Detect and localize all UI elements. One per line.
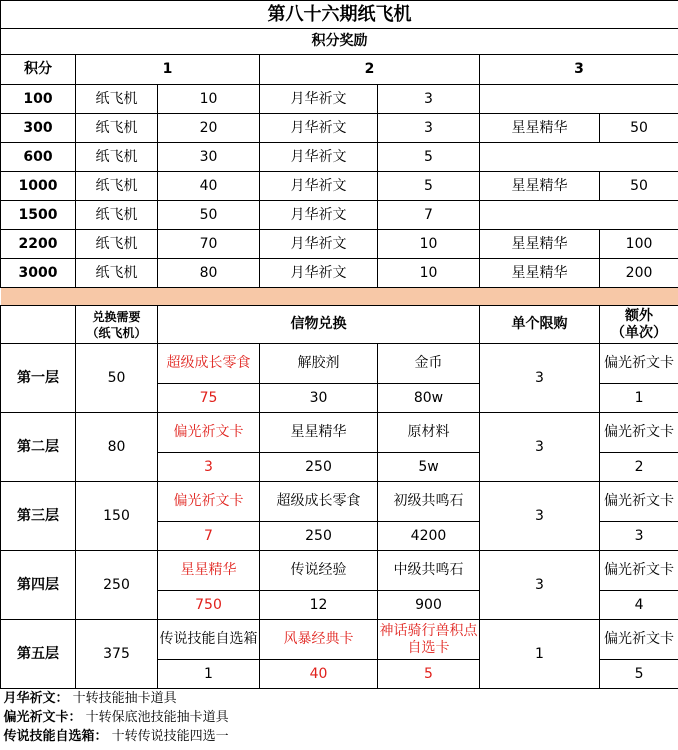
reward-qty-2: 3	[378, 114, 480, 143]
reward-section-header: 积分奖励	[1, 29, 678, 55]
reward-item-3: 星星精华	[480, 114, 600, 143]
reward-empty-3	[480, 85, 678, 114]
exchange-qty: 75	[158, 384, 260, 413]
extra-qty: 3	[600, 522, 678, 551]
col-extra-header: 额外 （单次）	[600, 306, 678, 344]
reward-qty-1: 50	[158, 201, 260, 230]
layer-need: 375	[76, 620, 158, 689]
layer-name: 第一层	[1, 344, 76, 413]
note-text	[1, 708, 678, 727]
exchange-item: 星星精华	[158, 551, 260, 591]
reward-points: 3000	[1, 259, 76, 288]
reward-qty-1: 20	[158, 114, 260, 143]
reward-qty-2: 5	[378, 172, 480, 201]
reward-item-1: 纸飞机	[76, 114, 158, 143]
exchange-qty: 5w	[378, 453, 480, 482]
exchange-qty: 40	[260, 660, 378, 689]
reward-empty-3	[480, 143, 678, 172]
reward-qty-3: 50	[600, 114, 678, 143]
note-desc: 十转技能抽卡道具	[68, 690, 177, 706]
page-title: 第八十六期纸飞机	[1, 1, 678, 29]
reward-item-2: 月华祈文	[260, 143, 378, 172]
section-divider	[1, 288, 678, 306]
layer-limit: 3	[480, 551, 600, 620]
layer-limit: 3	[480, 482, 600, 551]
exchange-qty: 7	[158, 522, 260, 551]
exchange-item: 风暴经典卡	[260, 620, 378, 660]
layer-name: 第五层	[1, 620, 76, 689]
note-term: 传说技能自选箱：	[3, 728, 108, 744]
reward-item-2: 月华祈文	[260, 114, 378, 143]
exchange-item: 偏光祈文卡	[158, 482, 260, 522]
reward-points: 100	[1, 85, 76, 114]
col-points-header: 积分	[1, 55, 76, 85]
reward-row	[1, 114, 678, 143]
extra-item: 偏光祈文卡	[600, 620, 678, 660]
reward-qty-2: 3	[378, 85, 480, 114]
reward-row	[1, 172, 678, 201]
reward-row	[1, 143, 678, 172]
layer-name: 第三层	[1, 482, 76, 551]
note-term: 月华祈文：	[3, 690, 69, 706]
reward-row	[1, 259, 678, 288]
reward-item-2: 月华祈文	[260, 259, 378, 288]
exchange-item: 初级共鸣石	[378, 482, 480, 522]
layer-need: 80	[76, 413, 158, 482]
extra-item: 偏光祈文卡	[600, 344, 678, 384]
extra-qty: 4	[600, 591, 678, 620]
reward-item-2: 月华祈文	[260, 172, 378, 201]
exchange-qty: 12	[260, 591, 378, 620]
reward-points: 600	[1, 143, 76, 172]
reward-item-1: 纸飞机	[76, 259, 158, 288]
layer-row	[1, 482, 678, 522]
reward-row	[1, 85, 678, 114]
reward-points: 1500	[1, 201, 76, 230]
layer-need: 50	[76, 344, 158, 413]
reward-points: 300	[1, 114, 76, 143]
exchange-item: 解胶剂	[260, 344, 378, 384]
layer-row	[1, 413, 678, 453]
layer-limit: 3	[480, 413, 600, 482]
exchange-qty: 250	[260, 453, 378, 482]
reward-row	[1, 201, 678, 230]
col-3-header: 3	[480, 55, 678, 85]
layer-header-empty	[1, 306, 76, 344]
note-desc: 十转保底池技能抽卡道具	[81, 709, 229, 725]
exchange-item: 神话骑行兽积点自选卡	[378, 620, 480, 660]
note-row	[1, 689, 678, 708]
extra-item: 偏光祈文卡	[600, 413, 678, 453]
reward-qty-1: 30	[158, 143, 260, 172]
layer-need: 250	[76, 551, 158, 620]
reward-qty-2: 5	[378, 143, 480, 172]
extra-qty: 1	[600, 384, 678, 413]
reward-item-2: 月华祈文	[260, 85, 378, 114]
exchange-qty: 4200	[378, 522, 480, 551]
layer-row	[1, 551, 678, 591]
layer-limit: 1	[480, 620, 600, 689]
exchange-qty: 30	[260, 384, 378, 413]
extra-qty: 2	[600, 453, 678, 482]
exchange-qty: 750	[158, 591, 260, 620]
col-items-header: 信物兑换	[158, 306, 480, 344]
reward-item-1: 纸飞机	[76, 172, 158, 201]
reward-item-1: 纸飞机	[76, 143, 158, 172]
layer-name: 第四层	[1, 551, 76, 620]
reward-qty-1: 80	[158, 259, 260, 288]
reward-qty-1: 10	[158, 85, 260, 114]
exchange-item: 传说经验	[260, 551, 378, 591]
exchange-item: 偏光祈文卡	[158, 413, 260, 453]
col-need-header: 兑换需要 （纸飞机）	[76, 306, 158, 344]
exchange-qty: 1	[158, 660, 260, 689]
exchange-qty: 3	[158, 453, 260, 482]
exchange-qty: 80w	[378, 384, 480, 413]
reward-item-1: 纸飞机	[76, 201, 158, 230]
note-text	[1, 689, 678, 708]
exchange-qty: 900	[378, 591, 480, 620]
exchange-item: 超级成长零食	[260, 482, 378, 522]
reward-item-1: 纸飞机	[76, 85, 158, 114]
reward-item-2: 月华祈文	[260, 230, 378, 259]
layer-name: 第二层	[1, 413, 76, 482]
reward-item-3: 星星精华	[480, 259, 600, 288]
exchange-item: 传说技能自选箱	[158, 620, 260, 660]
col-limit-header: 单个限购	[480, 306, 600, 344]
extra-qty: 5	[600, 660, 678, 689]
note-row	[1, 708, 678, 727]
reward-qty-3: 50	[600, 172, 678, 201]
reward-row	[1, 230, 678, 259]
reward-empty-3	[480, 201, 678, 230]
exchange-qty: 5	[378, 660, 480, 689]
exchange-item: 原材料	[378, 413, 480, 453]
reward-item-3: 星星精华	[480, 230, 600, 259]
reward-points: 1000	[1, 172, 76, 201]
exchange-item: 星星精华	[260, 413, 378, 453]
reward-qty-1: 70	[158, 230, 260, 259]
reward-qty-2: 7	[378, 201, 480, 230]
reward-points: 2200	[1, 230, 76, 259]
exchange-item: 金币	[378, 344, 480, 384]
col-2-header: 2	[260, 55, 480, 85]
reward-qty-2: 10	[378, 259, 480, 288]
note-text	[1, 727, 678, 746]
layer-row	[1, 344, 678, 384]
extra-item: 偏光祈文卡	[600, 551, 678, 591]
exchange-item: 超级成长零食	[158, 344, 260, 384]
reward-qty-1: 40	[158, 172, 260, 201]
reward-item-1: 纸飞机	[76, 230, 158, 259]
extra-item: 偏光祈文卡	[600, 482, 678, 522]
note-row	[1, 727, 678, 746]
col-1-header: 1	[76, 55, 260, 85]
reward-qty-2: 10	[378, 230, 480, 259]
reward-qty-3: 100	[600, 230, 678, 259]
note-desc: 十转传说技能四选一	[107, 728, 229, 744]
exchange-qty: 250	[260, 522, 378, 551]
exchange-item: 中级共鸣石	[378, 551, 480, 591]
note-term: 偏光祈文卡：	[3, 709, 82, 725]
layer-need: 150	[76, 482, 158, 551]
divider-bar	[1, 288, 678, 306]
layer-limit: 3	[480, 344, 600, 413]
layer-row	[1, 620, 678, 660]
reward-item-2: 月华祈文	[260, 201, 378, 230]
reward-qty-3: 200	[600, 259, 678, 288]
reward-item-3: 星星精华	[480, 172, 600, 201]
